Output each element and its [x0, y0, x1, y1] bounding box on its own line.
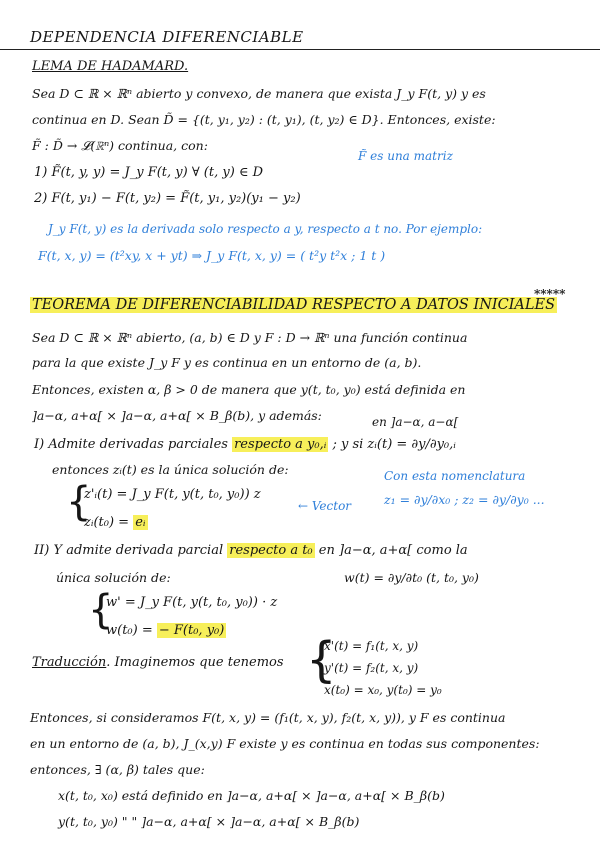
theorem-stars: ***** [534, 287, 566, 301]
lemma-blue-note-1: J_y F(t, y) es la derivada solo respecto a y, respecto a t no. Por ejemplo: [48, 222, 483, 236]
lemma-blue-note-2: F(t, x, y) = (t²xy, x + yt) ⇒ J_y F(t, x, y) = ( t²y t²x ; 1 t ) [38, 248, 386, 263]
nomenclature-note-2: z₁ = ∂y/∂x₀ ; z₂ = ∂y/∂y₀ ... [384, 492, 545, 507]
lemma-line-3: F̃ : D̃ → 𝓛(ℝⁿ) continua, con: [32, 138, 208, 153]
translation-eq-2: y'(t) = f₂(t, x, y) [324, 661, 419, 675]
theorem-line-1: Sea D ⊂ ℝ × ℝⁿ abierto, (a, b) ∈ D y F : D → ℝⁿ una función continua [32, 330, 468, 345]
item-1-prefix: I) Admite derivadas parciales [34, 437, 228, 452]
theorem-line-4: ]a−α, a+α[ × ]a−α, a+α[ × B_β(b), y además: [32, 408, 322, 423]
translation-line [32, 656, 284, 669]
system-1-eq-2-lhs: zᵢ(t₀) = [84, 515, 130, 530]
page-title: DEPENDENCIA DIFERENCIABLE [30, 28, 304, 46]
system-1-brace: { [66, 479, 92, 525]
translation-line-1: Entonces, si consideramos F(t, x, y) = (f₁(t, x, y), f₂(t, x, y)), y F es continua [30, 710, 506, 725]
item-1-highlight: respecto a y₀,ᵢ [234, 437, 327, 452]
translation-heading: Traducción [32, 655, 107, 670]
vector-note: ← Vector [298, 499, 352, 513]
lemma-heading: LEMA DE HADAMARD. [32, 59, 189, 74]
lemma-item-1: 1) F̃(t, y, y) = J_y F(t, y) ∀ (t, y) ∈ D [34, 165, 264, 180]
system-1-eq-1: z'ᵢ(t) = J_y F(t, y(t, t₀, y₀)) z [84, 487, 261, 502]
system-2-eq-2 [106, 624, 226, 637]
theorem-line-2: para la que existe J_y F y es continua en un entorno de (a, b). [32, 355, 422, 370]
w-definition: w(t) = ∂y/∂t₀ (t, t₀, y₀) [344, 570, 479, 585]
theorem-item-2-line-1 [34, 544, 468, 557]
item-1-suffix: ; y si zᵢ(t) = ∂y/∂y₀,ᵢ [332, 437, 456, 452]
theorem-item-1-line-1 [34, 438, 456, 451]
system-1-eq-2 [84, 516, 148, 529]
title-underline [0, 49, 600, 50]
translation-line-3: entonces, ∃ (α, β) tales que: [30, 762, 205, 777]
nomenclature-note-1: Con esta nomenclatura [384, 469, 526, 483]
lemma-line-2: continua en D. Sean D̃ = {(t, y₁, y₂) : (t, y₁), (t, y₂) ∈ D}. Entonces, existe: [32, 112, 496, 127]
translation-line-4: x(t, t₀, x₀) está definido en ]a−α, a+α[ × ]a−α, a+α[ × B_β(b) [58, 788, 445, 803]
theorem-item-1-line-2: entonces zᵢ(t) es la única solución de: [52, 462, 289, 477]
lemma-matrix-note: F̃ es una matriz [358, 149, 453, 163]
theorem-item-2-line-2: única solución de: [56, 570, 171, 585]
lemma-line-1: Sea D ⊂ ℝ × ℝⁿ abierto y convexo, de manera que exista J_y F(t, y) y es [32, 86, 486, 101]
translation-eq-3: x(t₀) = x₀, y(t₀) = y₀ [324, 683, 442, 697]
system-2-brace: { [88, 587, 114, 633]
translation-line-5: y(t, t₀, y₀) " " ]a−α, a+α[ × ]a−α, a+α[ × B_β(b) [58, 814, 360, 829]
system-2-eq-2-lhs: w(t₀) = [106, 623, 153, 638]
system-1-eq-2-rhs: eᵢ [135, 515, 146, 530]
theorem-heading-text: TEOREMA DE DIFERENCIABILIDAD RESPECTO A DATOS INICIALES [32, 297, 556, 313]
translation-eq-1: x'(t) = f₁(t, x, y) [324, 639, 419, 653]
translation-system-brace: { [306, 632, 337, 688]
translation-line-2: en un entorno de (a, b), J_(x,y) F existe y es continua en todas sus componentes: [30, 736, 540, 751]
translation-text: . Imaginemos que tenemos [106, 655, 284, 670]
interval-note: en ]a−α, a−α[ [372, 415, 459, 429]
theorem-line-3: Entonces, existen α, β > 0 de manera que y(t, t₀, y₀) está definida en [32, 382, 466, 397]
lemma-item-2: 2) F(t, y₁) − F(t, y₂) = F̃(t, y₁, y₂)(y₁ − y₂) [34, 191, 301, 206]
item-2-highlight: respecto a t₀ [229, 543, 313, 558]
theorem-heading [30, 298, 557, 313]
item-2-prefix: II) Y admite derivada parcial [34, 543, 224, 558]
system-2-eq-2-rhs: − F(t₀, y₀) [158, 623, 225, 638]
item-2-suffix: en ]a−α, a+α[ como la [318, 543, 468, 558]
system-2-eq-1: w' = J_y F(t, y(t, t₀, y₀)) · z [106, 595, 278, 610]
